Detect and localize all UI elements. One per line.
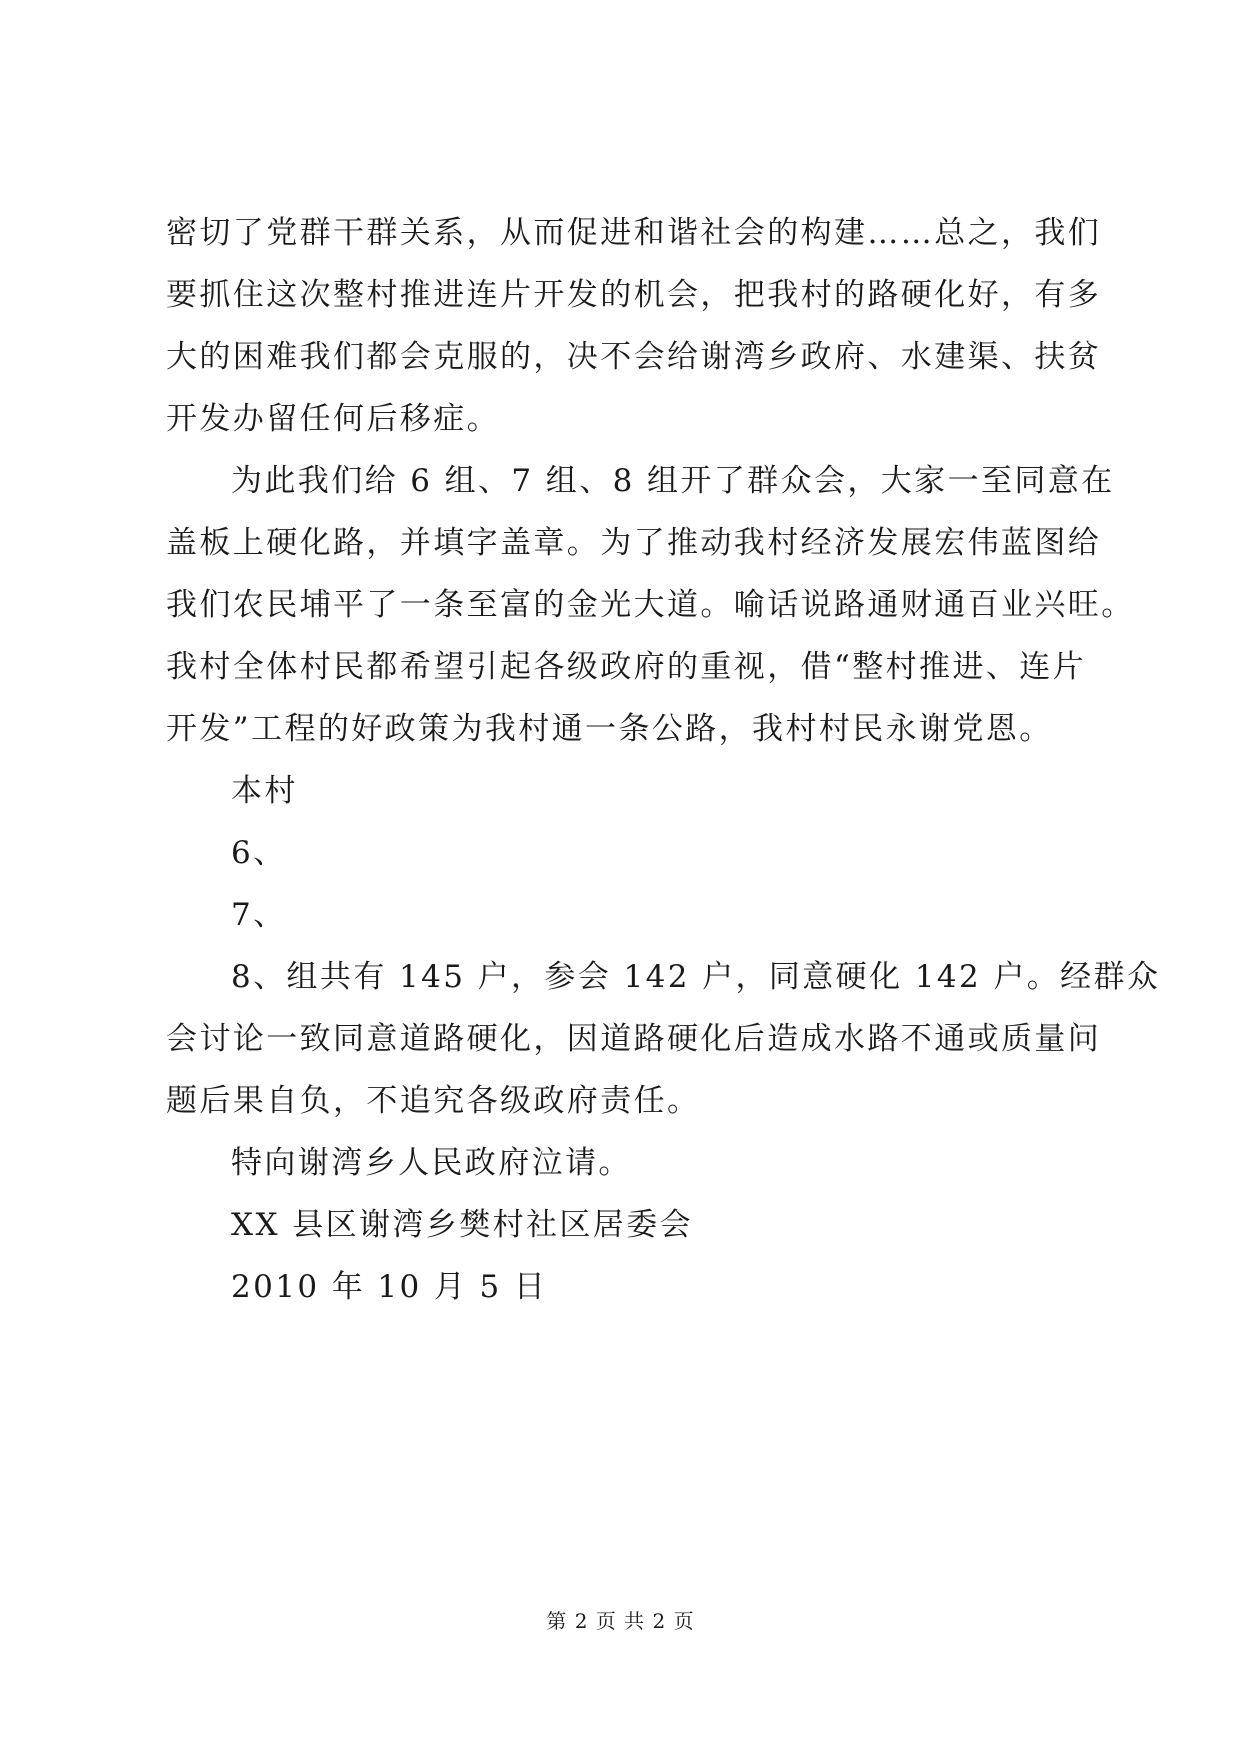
text-line: 会讨论一致同意道路硬化，因道路硬化后造成水路不通或质量问 [166,1021,1102,1057]
text-line: 为此我们给 6 组、7 组、8 组开了群众会，大家一至同意在 [231,463,1115,499]
text-line: 8、组共有 145 户，参会 142 户，同意硬化 142 户。经群众 [231,959,1161,995]
text-line: 7、 [231,897,287,933]
page-number-footer: 第 2 页 共 2 页 [546,1609,695,1633]
signature-organization: XX 县区谢湾乡樊村社区居委会 [231,1207,693,1243]
text-line: 特向谢湾乡人民政府泣请。 [231,1145,632,1181]
text-line: 要抓住这次整村推进连片开发的机会，把我村的路硬化好，有多 [166,277,1102,313]
text-line: 大的困难我们都会克服的，决不会给谢湾乡政府、水建渠、扶贫 [166,339,1102,375]
text-line: 开发办留任何后移症。 [166,401,500,437]
text-line: 我们农民埔平了一条至富的金光大道。喻话说路通财通百业兴旺。 [166,587,1135,623]
text-line: 密切了党群干群关系，从而促进和谐社会的构建……总之，我们 [166,215,1102,251]
document-body [166,202,1161,1318]
text-line: 题后果自负，不追究各级政府责任。 [166,1083,701,1119]
signature-date: 2010 年 10 月 5 日 [231,1269,548,1305]
text-line: 盖板上硬化路，并填字盖章。为了推动我村经济发展宏伟蓝图给 [166,525,1102,561]
text-line: 6、 [231,835,287,871]
text-line: 开发”工程的好政策为我村通一条公路，我村村民永谢党恩。 [166,711,1053,747]
text-line: 我村全体村民都希望引起各级政府的重视，借“整村推进、连片 [166,649,1087,685]
text-line: 本村 [231,773,298,809]
